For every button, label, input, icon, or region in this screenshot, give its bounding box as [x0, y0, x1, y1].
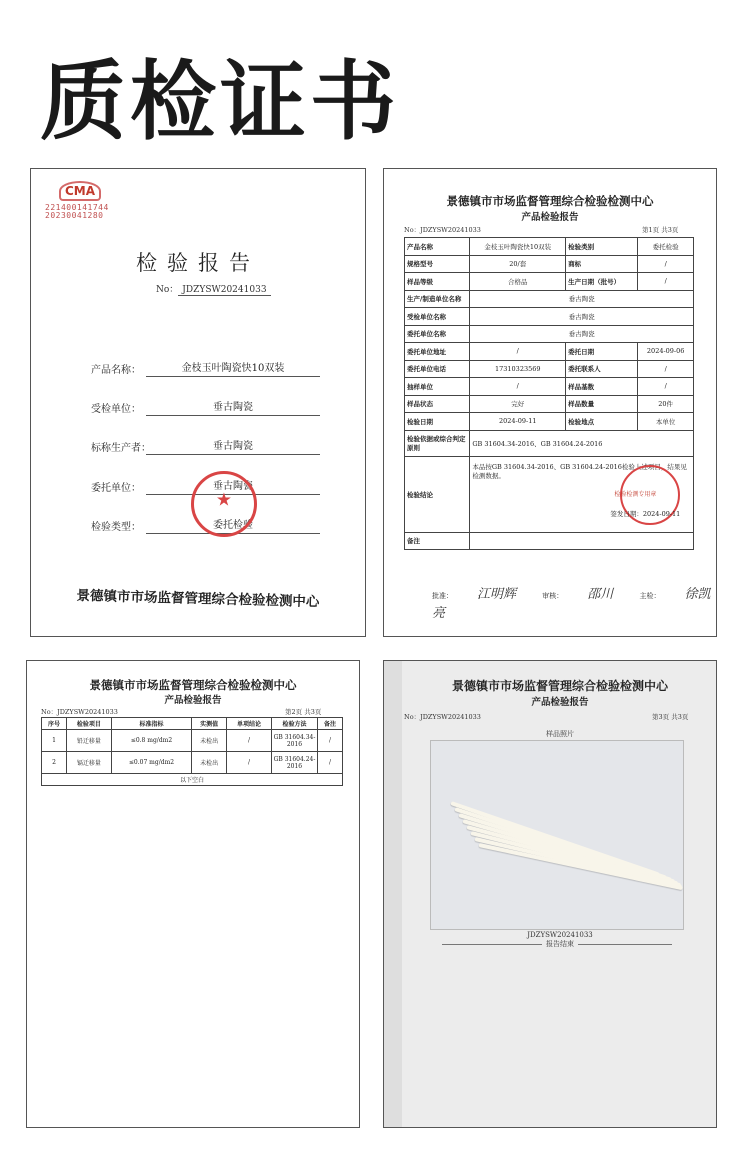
table-cell: / [470, 378, 566, 396]
table-row [42, 752, 343, 774]
table-cell: / [227, 730, 272, 752]
review-label: 审核： [542, 592, 564, 600]
table-row [405, 255, 694, 273]
conclusion-cell [470, 456, 694, 532]
table-cell: 未检出 [192, 730, 227, 752]
column-header: 检验项目 [66, 718, 111, 730]
table-cell: 镉迁移量 [66, 752, 111, 774]
sample-photo [430, 740, 684, 930]
field-value: 金枝玉叶陶瓷快10双装 [146, 359, 320, 377]
column-header: 单项结论 [227, 718, 272, 730]
page-indicator: 第2页 共3页 [285, 708, 322, 716]
main-label: 主检： [639, 592, 661, 600]
table-row [405, 273, 694, 291]
table-row [42, 774, 343, 786]
field-label: 检验类型： [91, 522, 141, 533]
table-cell: 检验结论 [405, 456, 470, 532]
table-cell: 规格型号 [405, 255, 470, 273]
column-header: 实测值 [192, 718, 227, 730]
report-page-2-panel [26, 660, 360, 1128]
field-value: 委托检验 [146, 516, 320, 534]
table-cell: 样品基数 [566, 378, 638, 396]
table-row [405, 456, 694, 532]
page-title: 质检证书 [40, 52, 400, 152]
table-cell: 样品状态 [405, 395, 470, 413]
table-row [405, 532, 694, 550]
table-cell: 委托单位地址 [405, 343, 470, 361]
table-row [405, 413, 694, 431]
table-cell: 垂古陶瓷 [470, 308, 694, 326]
table-cell: 产品名称 [405, 238, 470, 256]
field-label: 产品名称： [91, 365, 141, 376]
table-row [405, 308, 694, 326]
report-footer: 景德镇市市场监督管理综合检验检测中心 [76, 587, 320, 611]
table-cell: / [638, 255, 694, 273]
report-number: No：JDZYSW20241033 [41, 708, 118, 716]
table-cell: GB 31604.34-2016 [271, 730, 317, 752]
table-cell: 检验日期 [405, 413, 470, 431]
table-cell: 样品数量 [566, 395, 638, 413]
column-header: 检验方法 [271, 718, 317, 730]
field-label: 受检单位： [91, 404, 141, 415]
approve-label: 批准： [432, 592, 453, 600]
report-subtitle: 产品检验报告 [521, 212, 579, 223]
report-end-text: 报告结束 [542, 940, 578, 948]
table-cell: 抽样单位 [405, 378, 470, 396]
table-header-row [42, 718, 343, 730]
table-cell: / [470, 343, 566, 361]
table-cell: 1 [42, 730, 67, 752]
table-row [405, 343, 694, 361]
scanned-sheet [402, 661, 717, 1128]
report-number [156, 282, 271, 295]
column-header: 标准指标 [111, 718, 191, 730]
table-cell: 垂古陶瓷 [470, 290, 694, 308]
table-cell: 金枝玉叶陶瓷快10双装 [470, 238, 566, 256]
report-number-label: No： [156, 285, 179, 295]
table-row [405, 360, 694, 378]
table-cell: 合格品 [470, 273, 566, 291]
seal-label: 检验检测专用章 [614, 490, 657, 498]
org-heading: 景德镇市市场监督管理综合检验检测中心 [451, 679, 668, 693]
field-label: 标称生产者： [91, 443, 151, 454]
issue-date: 签发日期：2024-09-11 [610, 509, 681, 518]
org-heading: 景德镇市市场监督管理综合检验检测中心 [89, 678, 297, 692]
table-cell: ≤0.8 mg/dm2 [111, 730, 191, 752]
report-number-value: JDZYSW20241033 [178, 285, 270, 296]
test-results-table [41, 717, 343, 786]
report-info-table [404, 237, 694, 550]
table-cell: 生产/制造单位名称 [405, 290, 470, 308]
star-icon: ★ [215, 489, 233, 511]
photo-caption: 样品照片 [546, 730, 574, 738]
table-cell: / [638, 273, 694, 291]
report-page-3-panel [383, 660, 717, 1128]
table-cell: 委托单位名称 [405, 325, 470, 343]
column-header: 备注 [317, 718, 342, 730]
field-value: 垂古陶瓷 [146, 477, 320, 495]
report-end [402, 939, 717, 949]
report-subtitle: 产品检验报告 [164, 695, 222, 706]
table-cell: 委托单位电话 [405, 360, 470, 378]
cma-number: 221400141744 [45, 203, 109, 212]
table-cell: 受检单位名称 [405, 308, 470, 326]
report-subtitle: 产品检验报告 [531, 697, 589, 708]
field-label: 委托单位： [91, 483, 141, 494]
table-cell: 生产日期（批号） [566, 273, 638, 291]
field-value: 垂古陶瓷 [146, 398, 320, 416]
column-header: 序号 [42, 718, 67, 730]
review-signature: 邵川 [587, 587, 614, 602]
table-cell: 20件 [638, 395, 694, 413]
table-cell: 备注 [405, 532, 470, 550]
table-cell: GB 31604.34-2016、GB 31604.24-2016 [470, 430, 694, 456]
end-note: 以下空白 [42, 774, 343, 786]
table-cell: GB 31604.24-2016 [271, 752, 317, 774]
table-row [405, 325, 694, 343]
field-value: 垂古陶瓷 [146, 437, 320, 455]
photo-id: JDZYSW20241033 [527, 931, 593, 939]
table-cell: 检验类别 [566, 238, 638, 256]
table-cell [470, 532, 694, 550]
table-cell: 委托联系人 [566, 360, 638, 378]
conclusion-text: 本品按GB 31604.34-2016、GB 31604.24-2016检验上述项目，结果见检测数据。 [472, 462, 687, 480]
table-row [405, 395, 694, 413]
signature-row [432, 583, 716, 621]
table-cell: / [317, 730, 342, 752]
table-cell: / [227, 752, 272, 774]
org-heading: 景德镇市市场监督管理综合检验检测中心 [446, 194, 654, 208]
table-cell: 样品等级 [405, 273, 470, 291]
table-row [405, 430, 694, 456]
report-title: 检验报告 [136, 251, 260, 275]
table-cell: 商标 [566, 255, 638, 273]
table-cell: 检验地点 [566, 413, 638, 431]
report-number: No：JDZYSW20241033 [404, 226, 481, 234]
table-cell: 垂古陶瓷 [470, 325, 694, 343]
table-cell: 2 [42, 752, 67, 774]
table-cell: 委托检验 [638, 238, 694, 256]
table-row [405, 238, 694, 256]
table-cell: 20/套 [470, 255, 566, 273]
table-row [405, 378, 694, 396]
table-cell: 完好 [470, 395, 566, 413]
table-cell: 未检出 [192, 752, 227, 774]
report-cover-panel [30, 168, 366, 637]
table-cell: / [317, 752, 342, 774]
cma-number: 20230041280 [45, 211, 104, 220]
table-cell: 检验依据或综合判定原则 [405, 430, 470, 456]
page-indicator: 第3页 共3页 [652, 713, 689, 721]
approve-signature: 江明辉 [477, 587, 517, 602]
page-indicator: 第1页 共3页 [642, 226, 679, 234]
table-cell: / [638, 360, 694, 378]
report-number: No：JDZYSW20241033 [404, 713, 481, 721]
table-cell: 委托日期 [566, 343, 638, 361]
table-cell: / [638, 378, 694, 396]
table-cell: 17310323569 [470, 360, 566, 378]
cma-mark: CMA [59, 181, 101, 201]
table-cell: 铅迁移量 [66, 730, 111, 752]
table-cell: 本单位 [638, 413, 694, 431]
table-cell: ≤0.07 mg/dm2 [111, 752, 191, 774]
table-row [42, 730, 343, 752]
table-cell: 2024-09-06 [638, 343, 694, 361]
report-page-1-panel [383, 168, 717, 637]
main-signature: 徐凯亮 [432, 587, 711, 621]
official-seal [191, 471, 257, 537]
table-row [405, 290, 694, 308]
table-cell: 2024-09-11 [470, 413, 566, 431]
